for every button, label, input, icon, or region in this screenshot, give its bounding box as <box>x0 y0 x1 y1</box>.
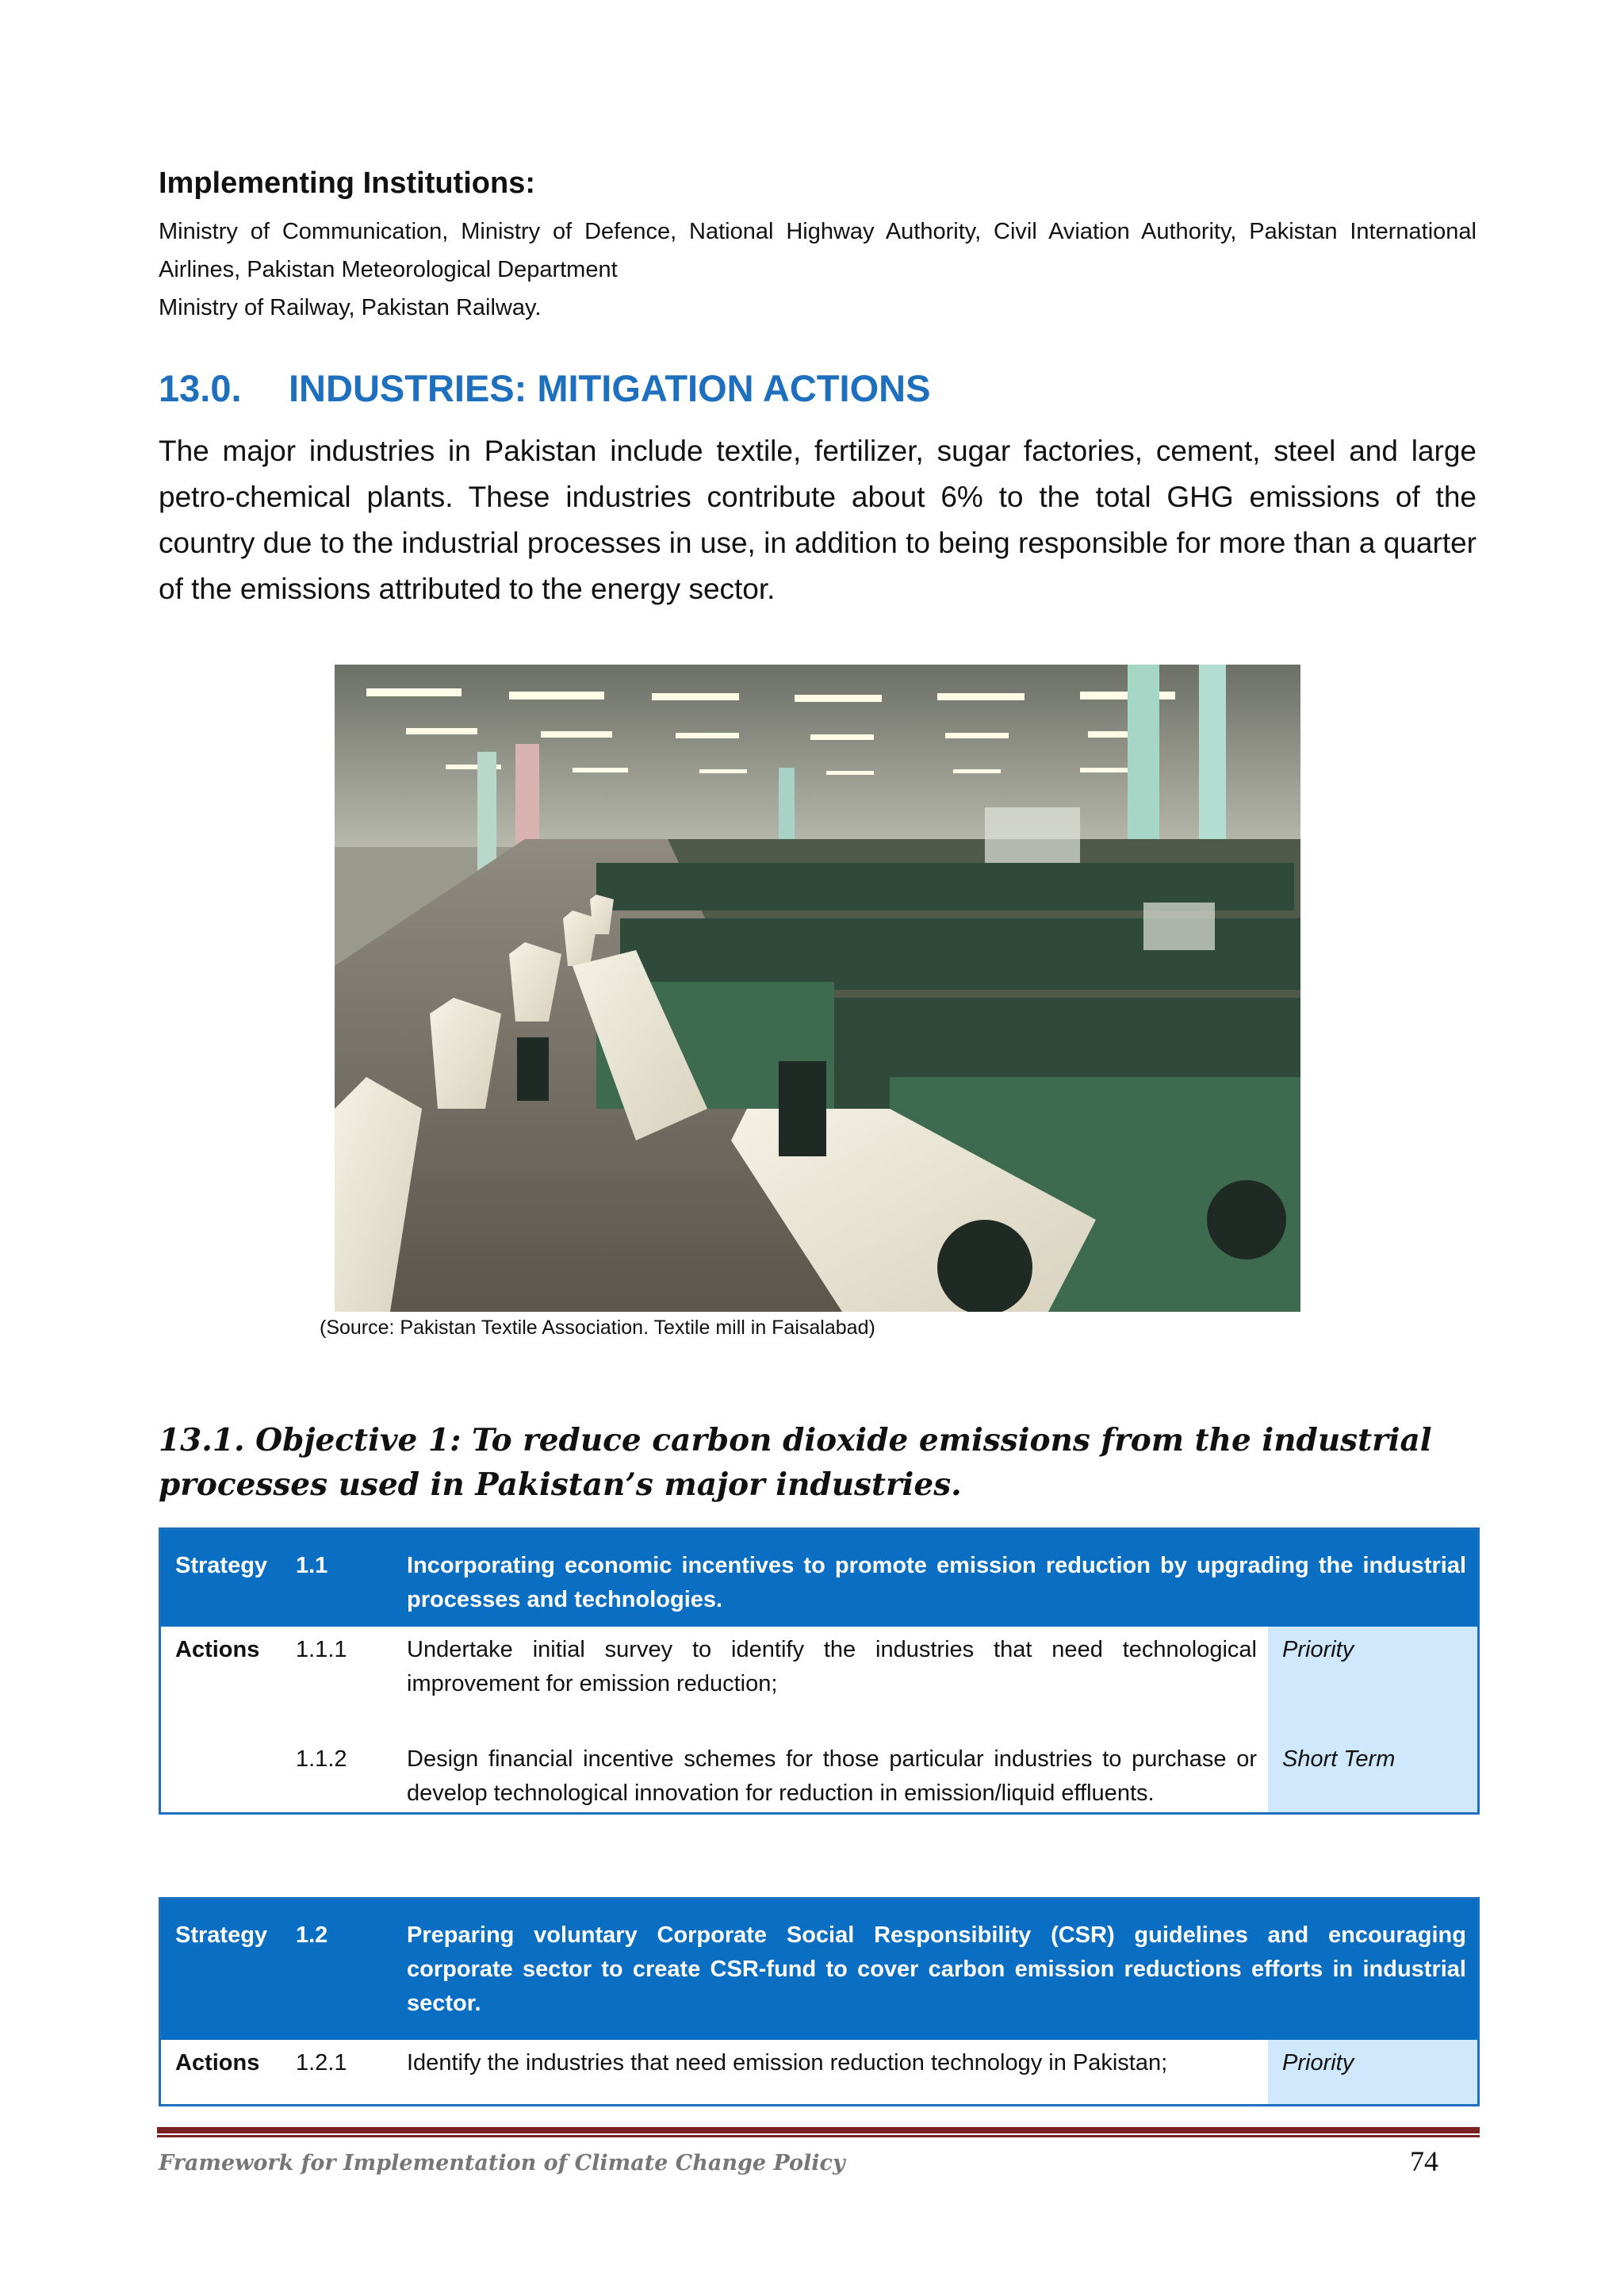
action-number: 1.1.1 <box>296 1637 347 1662</box>
section-paragraph: The major industries in Pakistan include textile, fertilizer, sugar factories, cement, steel and large petro-chemical plants. These industries contribute about 6% to the total GHG emissions of the country due to the industrial processes in use, in addition to being responsible for more than a quarter of the emissions attributed to the energy sector. <box>159 435 1477 605</box>
page-number: 74 <box>1410 2145 1438 2177</box>
strategy-number: 1.2 <box>282 1899 393 2041</box>
footer-rule <box>157 2135 1480 2137</box>
implementing-line: Ministry of Communication, Ministry of Defence, National Highway Authority, Civil Aviation Authority, Pakistan International Airlines, Pakistan Meteorological Department <box>159 219 1477 282</box>
actions-label: Actions <box>175 2050 260 2076</box>
implementing-list <box>159 213 1477 327</box>
strategy-text: Preparing voluntary Corporate Social Responsibility (CSR) guidelines and encouraging corporate sector to create CSR-fund to cover carbon emission reductions efforts in industrial sector. <box>393 1899 1479 2041</box>
action-text: Undertake initial survey to identify the industries that need technological improvement for emission reduction; <box>407 1637 1257 1696</box>
strategy-text: Incorporating economic incentives to promote emission reduction by upgrading the industrial processes and technologies. <box>393 1529 1479 1627</box>
objective-title: 13.1. Objective 1: To reduce carbon dioxide emissions from the industrial processes used in Pakistan’s major industries. <box>159 1422 1432 1503</box>
action-tag: Priority <box>1268 1627 1479 1711</box>
action-tag: Short Term <box>1268 1711 1479 1814</box>
strategy-header-row <box>160 1529 1479 1627</box>
section-heading <box>159 366 930 410</box>
textile-mill-photo <box>335 665 1300 1312</box>
action-tag: Priority <box>1268 2040 1479 2106</box>
action-row <box>160 1711 1479 1814</box>
strategy-label: Strategy <box>160 1529 282 1627</box>
strategy-header-row <box>160 1899 1479 2041</box>
action-text: Design financial incentive schemes for those particular industries to purchase or develop technological innovation for reduction in emission/liquid effluents. <box>407 1746 1257 1806</box>
figure-caption: (Source: Pakistan Textile Association. Textile mill in Faisalabad) <box>320 1317 875 1339</box>
action-text: Identify the industries that need emission reduction technology in Pakistan; <box>407 2050 1168 2076</box>
actions-label: Actions <box>175 1637 260 1662</box>
action-row <box>160 1627 1479 1711</box>
action-number: 1.1.2 <box>296 1746 347 1772</box>
strategy-table <box>159 1527 1480 1815</box>
section-number: 13.0. <box>159 367 242 409</box>
footer-title: Framework for Implementation of Climate Change Policy <box>159 2151 845 2175</box>
action-row <box>160 2040 1479 2106</box>
action-number: 1.2.1 <box>296 2050 347 2076</box>
strategy-label: Strategy <box>160 1899 282 2041</box>
implementing-line: Ministry of Railway, Pakistan Railway. <box>159 295 542 320</box>
implementing-heading: Implementing Institutions: <box>159 167 535 200</box>
strategy-number: 1.1 <box>282 1529 393 1627</box>
footer-rule <box>157 2127 1480 2133</box>
strategy-table <box>159 1897 1480 2106</box>
section-title: INDUSTRIES: MITIGATION ACTIONS <box>289 367 931 409</box>
